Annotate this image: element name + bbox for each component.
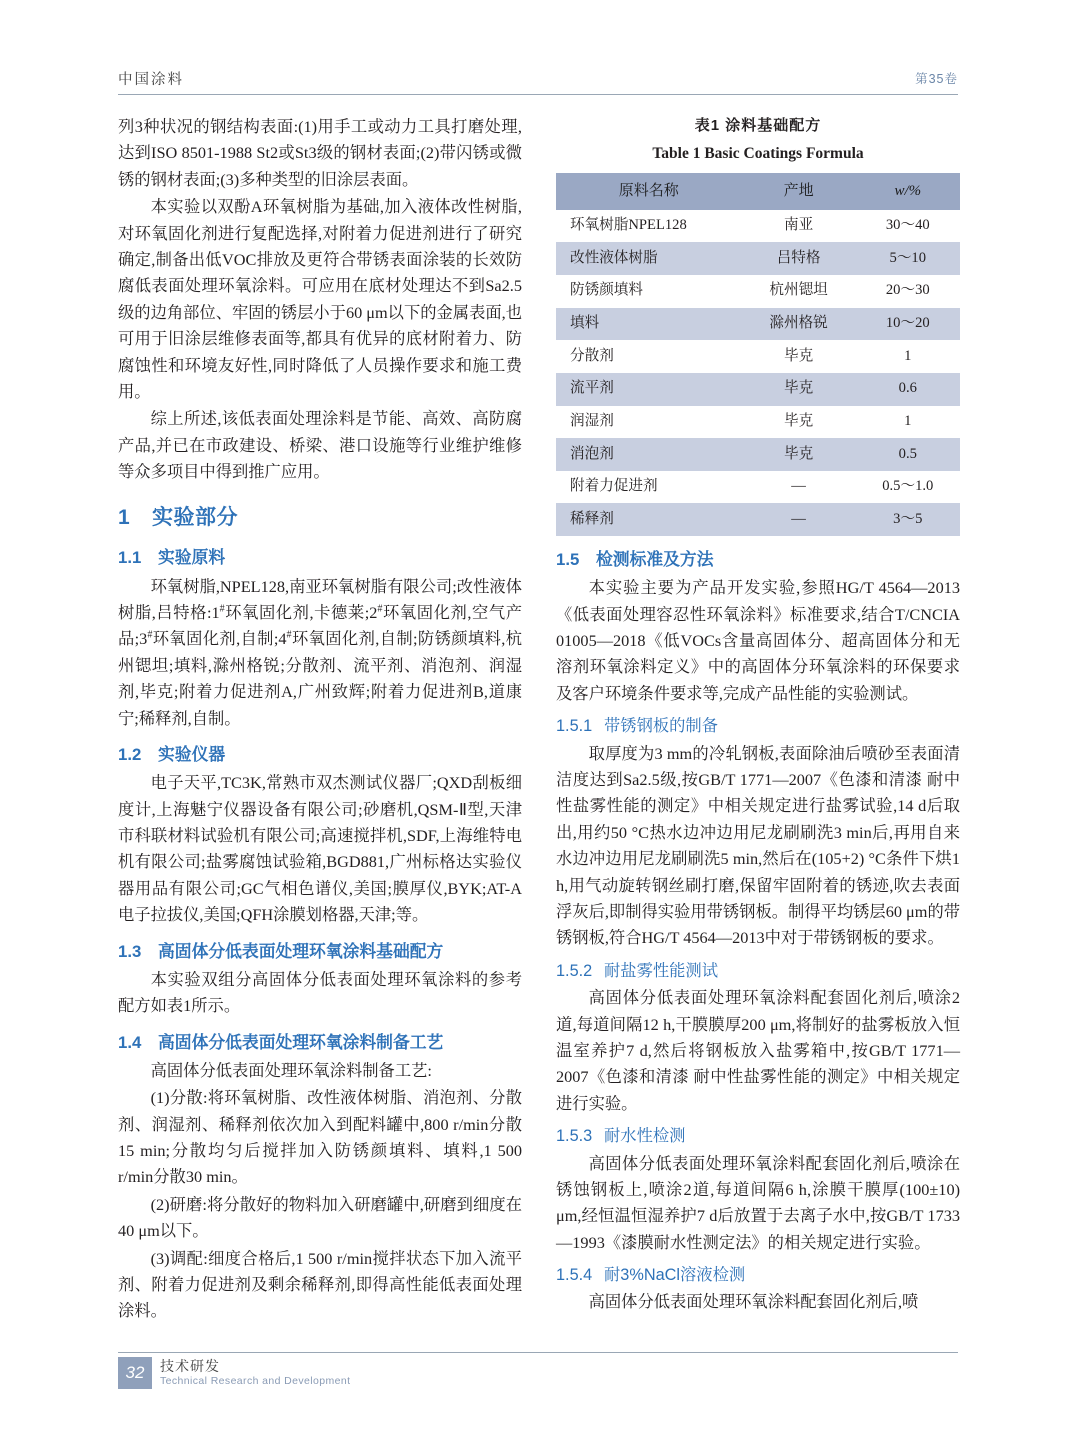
heading-nacl-resistance-test — [556, 1262, 960, 1288]
table-basic-coatings-formula — [556, 114, 960, 536]
cell-weight: 0.6 — [856, 373, 960, 406]
paragraph-process-step-2: (2)研磨:将分散好的物料加入研磨罐中,研磨到细度在40 μm以下。 — [118, 1194, 522, 1241]
materials-text-b: 环氧固化剂,卡德莱;2 — [224, 603, 378, 623]
table-body — [556, 210, 960, 536]
cell-weight: 1 — [856, 340, 960, 373]
table-row — [556, 340, 960, 373]
paragraph-instruments: 电子天平,TC3K,常熟市双杰测试仪器厂;QXD刮板细度计,上海魅宁仪器设备有限公司;砂磨机,QSM-Ⅱ型,天津市科联材料试验机有限公司;高速搅拌机,SDF,上海维特电机有限公司;盐雾腐蚀试验箱,BGD881,广州标格达实验仪器用品有限公司;GC气相色谱仪,美国;膜厚仪,BYK;AT-A电子拉拔仪,美国;QFH涂膜划格器,天津;等。 — [118, 773, 522, 925]
column-header-material: 原料名称 — [556, 173, 742, 209]
footer-divider — [118, 1352, 958, 1353]
cell-material: 分散剂 — [556, 340, 742, 373]
heading-number: 1.5.3 — [556, 1127, 593, 1146]
paragraph-experiment-basis: 本实验以双酚A环氧树脂为基础,加入液体改性树脂,对环氧固化剂进行复配选择,对附着力促进剂进行了研究确定,制备出低VOC排放及更符合带锈表面涂装的长效防腐低表面处理环氧涂料。可应用在底材处理达不到Sa2.5级的边角部位、牢固的锈层小于60 μm以下的金属表面,也可用于旧涂层维修表面等,都具有优异的底材附着力、防腐蚀性和环境友好性,同时降低了人员操作要求和施工费用。 — [118, 197, 523, 401]
paragraph-summary: 综上所述,该低表面处理涂料是节能、高效、高防腐产品,并已在市政建设、桥梁、港口设施等行业维护维修等众多项目中得到推广应用。 — [118, 409, 522, 482]
journal-name: 中国涂料 — [118, 72, 184, 88]
cell-material: 附着力促进剂 — [556, 471, 742, 504]
heading-test-standards — [556, 546, 960, 573]
table-title-english: Table 1 Basic Coatings Formula — [652, 145, 864, 163]
cell-material: 润湿剂 — [556, 406, 742, 439]
materials-text-c: 环氧固化剂,空气产品;3 — [118, 603, 522, 649]
heading-materials — [118, 544, 522, 571]
table-row — [556, 471, 960, 504]
heading-preparation-process — [118, 1029, 522, 1056]
cell-weight: 20～30 — [856, 275, 960, 308]
heading-base-formula — [118, 938, 522, 965]
heading-number: 1.3 — [118, 941, 142, 961]
cell-origin: 滁州格锐 — [742, 308, 856, 341]
table-row — [556, 438, 960, 471]
cell-origin: 杭州锶坦 — [742, 275, 856, 308]
table-title-chinese: 表1 涂料基础配方 — [694, 117, 822, 134]
cell-weight: 0.5 — [856, 438, 960, 471]
volume-label: 第35卷 — [915, 72, 958, 86]
header-divider — [118, 94, 958, 95]
heading-text: 高固体分低表面处理环氧涂料基础配方 — [158, 941, 444, 961]
paragraph-rusty-panel-prep: 取厚度为3 mm的冷轧钢板,表面除油后喷砂至表面清洁度达到Sa2.5级,按GB/T 1771—2007《色漆和清漆 耐中性盐雾性能的测定》中相关规定进行盐雾试验,14 d后取出,用约50 °C热水边冲边用尼龙刷刷洗3 min后,再用自来水边冲边用尼龙刷刷洗5 min,然后在(105+2) °C条件下烘1 h,用气动旋转钢丝刷打磨,保留牢固附着的锈迹,吹去表面浮灰后,即制得实验用带锈钢板。制得平均锈层60 μm的带锈钢板,符合HG/T 4564—2013中对于带锈钢板的要求。 — [556, 743, 961, 948]
footer-section-chinese: 技术研发 — [160, 1358, 220, 1374]
cell-material: 稀释剂 — [556, 503, 742, 536]
cell-origin: 吕特格 — [742, 242, 856, 275]
cell-material: 防锈颜填料 — [556, 275, 742, 308]
heading-text: 实验部分 — [152, 506, 238, 530]
table-row — [556, 308, 960, 341]
cell-material: 填料 — [556, 308, 742, 341]
heading-number: 1.5.4 — [556, 1266, 593, 1285]
heading-number: 1.5.1 — [556, 717, 593, 736]
paragraph-salt-spray-test: 高固体分低表面处理环氧涂料配套固化剂后,喷涂2道,每道间隔12 h,干膜膜厚200 μm,将制好的盐雾板放入恒温室养护7 d,然后将钢板放入盐雾箱中,按GB/T 1771—2007《色漆和清漆 耐中性盐雾性能的测定》中相关规定进行实验。 — [556, 988, 960, 1113]
cell-weight: 3～5 — [856, 503, 960, 536]
heading-text: 实验仪器 — [158, 745, 226, 765]
heading-text: 耐水性检测 — [604, 1127, 686, 1146]
cell-weight: 0.5～1.0 — [856, 471, 960, 504]
table-row — [556, 373, 960, 406]
cell-weight: 30～40 — [856, 210, 960, 243]
cell-origin: — — [742, 503, 856, 536]
column-header-weight: w/% — [856, 173, 960, 209]
heading-number: 1 — [118, 506, 131, 530]
paragraph-process-step-1: (1)分散:将环氧树脂、改性液体树脂、消泡剂、分散剂、润湿剂、稀释剂依次加入到配料罐中,800 r/min分散15 min;分散均匀后搅拌加入防锈颜填料、填料,1 500 r/min分散30 min。 — [118, 1088, 522, 1187]
footer-section-english: Technical Research and Development — [160, 1375, 351, 1387]
table-row — [556, 210, 960, 243]
right-column — [556, 114, 960, 1317]
heading-instruments — [118, 741, 522, 768]
table-header — [556, 173, 960, 209]
heading-text: 耐盐雾性能测试 — [604, 961, 718, 980]
paragraph-materials — [118, 574, 522, 732]
heading-number: 1.5 — [556, 550, 580, 570]
paragraph-base-formula: 本实验双组分高固体分低表面处理环氧涂料的参考配方如表1所示。 — [118, 969, 522, 1016]
cell-origin: 毕克 — [742, 340, 856, 373]
cell-material: 流平剂 — [556, 373, 742, 406]
column-header-origin: 产地 — [742, 173, 856, 209]
left-column — [118, 114, 522, 1326]
superscript-hash: # — [377, 603, 383, 615]
superscript-hash: # — [147, 630, 153, 642]
table-header-row — [556, 173, 960, 209]
cell-origin: 南亚 — [742, 210, 856, 243]
running-head — [118, 68, 958, 98]
formula-table — [556, 173, 960, 536]
cell-weight: 1 — [856, 406, 960, 439]
heading-rusty-panel-prep — [556, 713, 960, 739]
heading-number: 1.2 — [118, 745, 142, 765]
paragraph-process-step-3: (3)调配:细度合格后,1 500 r/min搅拌状态下加入流平剂、附着力促进剂及剩余稀释剂,即得高性能低表面处理涂料。 — [118, 1248, 522, 1321]
heading-text: 检测标准及方法 — [596, 550, 714, 570]
paragraph-water-resistance-test: 高固体分低表面处理环氧涂料配套固化剂后,喷涂在锈蚀钢板上,喷涂2道,每道间隔6 h,涂膜干膜厚(100±10) μm,经恒温恒湿养护7 d后放置于去离子水中,按GB/T 1733—1993《漆膜耐水性测定法》的相关规定进行实验。 — [556, 1153, 960, 1252]
cell-weight: 5～10 — [856, 242, 960, 275]
superscript-hash: # — [219, 603, 225, 615]
materials-text-d: 环氧固化剂,自制;4 — [152, 629, 287, 649]
paragraph-process-intro: 高固体分低表面处理环氧涂料制备工艺: — [150, 1060, 432, 1080]
heading-text: 高固体分低表面处理环氧涂料制备工艺 — [158, 1032, 444, 1052]
paragraph-continuation: 列3种状况的钢结构表面:(1)用手工或动力工具打磨处理,达到ISO 8501-1988 St2或St3级的钢材表面;(2)带闪锈或微锈的钢材表面;(3)多种类型的旧涂层表面。 — [118, 117, 522, 189]
cell-weight: 10～20 — [856, 308, 960, 341]
heading-text: 带锈钢板的制备 — [604, 717, 718, 736]
heading-text: 耐3%NaCl溶液检测 — [604, 1266, 746, 1285]
table-row — [556, 275, 960, 308]
paragraph-test-standards: 本实验主要为产品开发实验,参照HG/T 4564—2013《低表面处理容忍性环氧涂料》标准要求,结合T/CNCIA 01005—2018《低VOCs含量高固体分、超高固体分和无溶剂环氧涂料定义》中的高固体分环氧涂料的环保要求及客户环境条件要求等,完成产品性能的实验测试。 — [556, 578, 960, 703]
page-number: 32 — [118, 1357, 152, 1389]
materials-text-a: 环氧树脂,NPEL128,南亚环氧树脂有限公司;改性液体树脂,吕特格:1 — [118, 576, 522, 623]
materials-text-e: 环氧固化剂,自制;防锈颜填料,杭州锶坦;填料,滁州格锐;分散剂、流平剂、消泡剂、润湿剂,毕克;附着力促进剂A,广州致辉;附着力促进剂B,道康宁;稀释剂,自制。 — [118, 629, 522, 728]
table-row — [556, 406, 960, 439]
paragraph-nacl-resistance-test: 高固体分低表面处理环氧涂料配套固化剂后,喷 — [588, 1292, 919, 1312]
cell-origin: — — [742, 471, 856, 504]
heading-number: 1.5.2 — [556, 961, 593, 980]
heading-number: 1.4 — [118, 1032, 142, 1052]
heading-experimental-section — [118, 501, 522, 535]
cell-material: 消泡剂 — [556, 438, 742, 471]
cell-origin: 毕克 — [742, 406, 856, 439]
cell-origin: 毕克 — [742, 373, 856, 406]
page-footer — [118, 1352, 958, 1396]
cell-material: 环氧树脂NPEL128 — [556, 210, 742, 243]
superscript-hash: # — [286, 630, 292, 642]
table-row — [556, 503, 960, 536]
table-row — [556, 242, 960, 275]
heading-salt-spray-test — [556, 958, 960, 984]
heading-number: 1.1 — [118, 548, 142, 568]
cell-origin: 毕克 — [742, 438, 856, 471]
heading-water-resistance-test — [556, 1123, 960, 1149]
heading-text: 实验原料 — [158, 548, 226, 568]
cell-material: 改性液体树脂 — [556, 242, 742, 275]
